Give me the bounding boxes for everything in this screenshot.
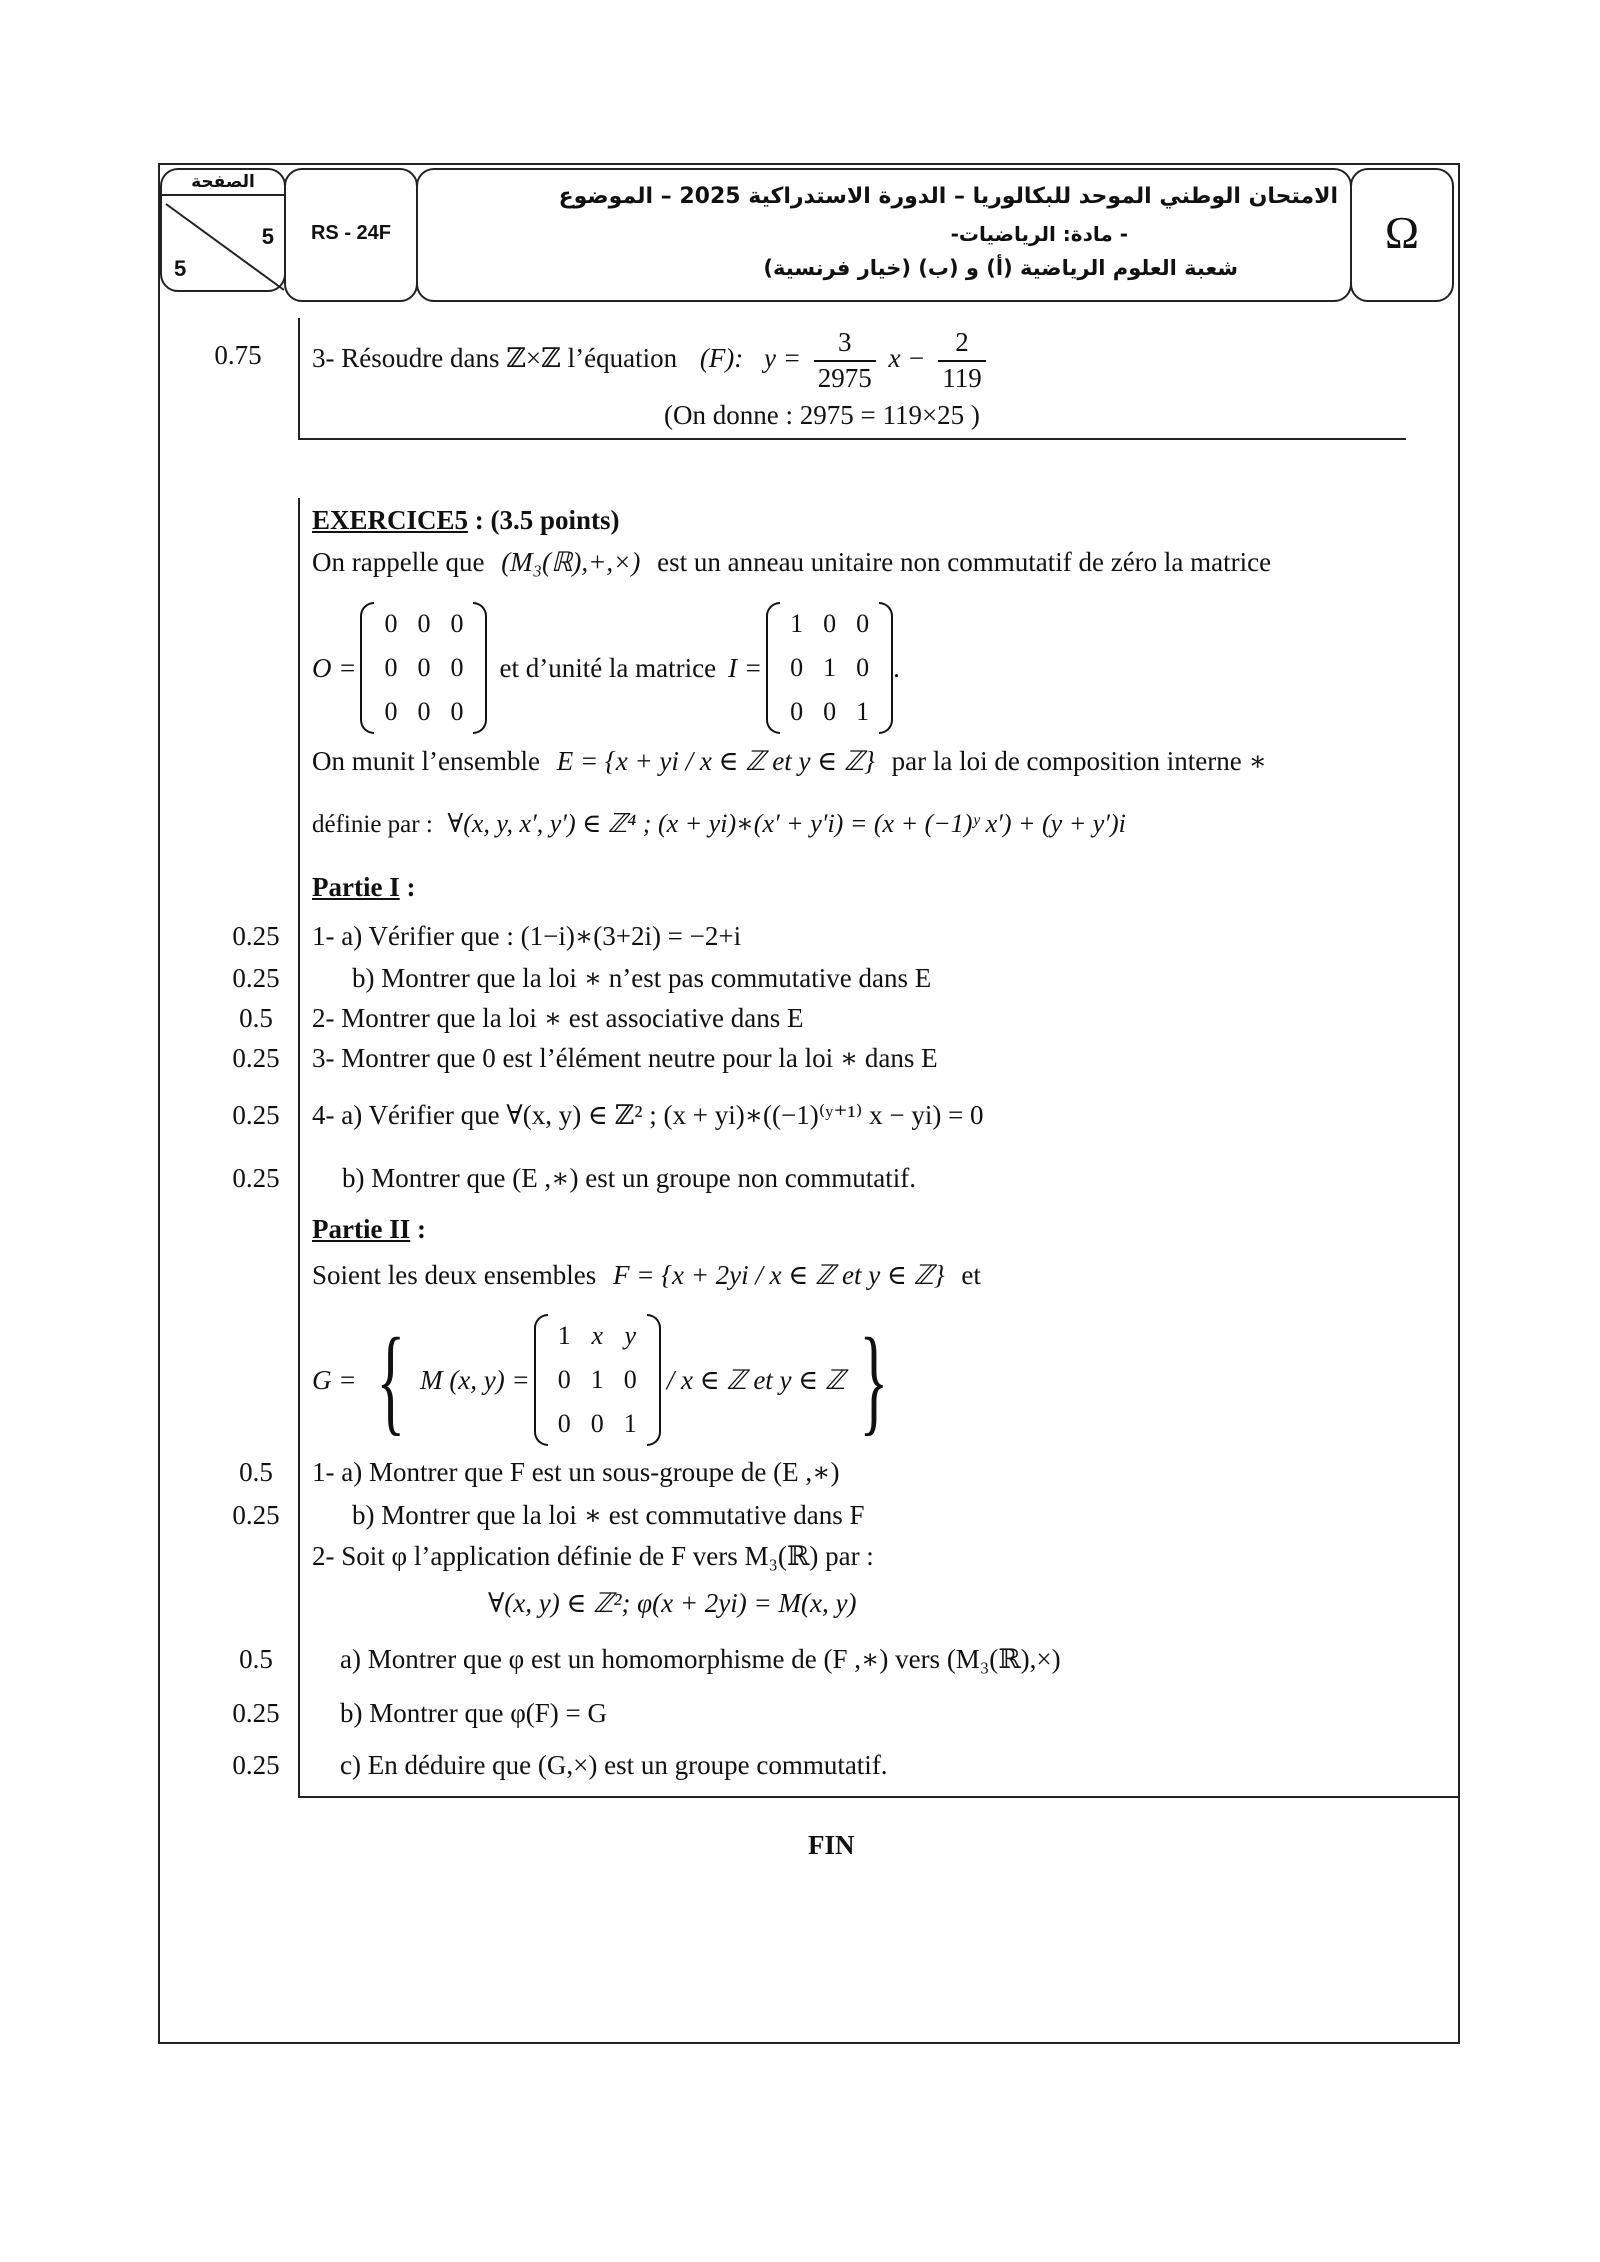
exercise-title: EXERCICE5 : (3.5 points) <box>312 505 620 535</box>
subject-line: - مادة: الرياضيات- <box>950 222 1128 246</box>
p2-phi-definition: ∀(x, y) ∈ ℤ²; φ(x + 2yi) = M(x, y) <box>488 1588 857 1618</box>
m-matrix: 1 x y 0 1 0 0 0 1 <box>534 1314 661 1446</box>
logo-box <box>1350 168 1454 302</box>
score-q3: 0.75 <box>214 340 262 370</box>
p2-item-2: 2- Soit φ l’application définie de F vers M₃(ℝ) par : <box>312 1541 874 1571</box>
score-p2-2c: 0.25 <box>232 1750 280 1780</box>
p1-item-1b: b) Montrer que la loi ∗ n’est pas commutative dans E <box>352 963 932 993</box>
p2-item-2b: b) Montrer que φ(F) = G <box>340 1698 608 1728</box>
sets-line: Soient les deux ensembles F = {x + 2yi / x ∈ ℤ et y ∈ ℤ} et <box>312 1260 981 1290</box>
code-box <box>284 168 418 302</box>
score-p2-1a: 0.5 <box>239 1457 273 1487</box>
law-definition: définie par : ∀(x, y, x′, y′) ∈ ℤ⁴ ; (x + yi)∗(x′ + y′i) = (x + (−1)ʸ x′) + (y + y′)i <box>312 809 1126 838</box>
recall-line: On rappelle que (M₃(ℝ),+,×) est un anneau unitaire non commutatif de zéro la matrice <box>312 547 1272 577</box>
set-line: On munit l’ensemble E = {x + yi / x ∈ ℤ et y ∈ ℤ} par la loi de composition interne ∗ <box>312 746 1267 776</box>
page-number: 5 <box>261 224 274 249</box>
g-definition: G = { M (x, y) = 1 x y 0 1 0 0 0 1 / x ∈ ℤ et y ∈ ℤ } <box>312 1313 889 1446</box>
score-column-divider-top <box>298 318 300 438</box>
q3-prefix: 3- Résoudre dans ℤ×ℤ l’équation <box>312 343 678 373</box>
q3-y: y = <box>764 343 802 373</box>
exam-title: الامتحان الوطني الموحد للبكالوريا – الدورة الاستدراكية 2025 – الموضوع <box>558 184 1338 209</box>
identity-matrix: 1 0 0 0 1 0 0 0 1 <box>766 602 893 734</box>
p1-item-4b: b) Montrer que (E ,∗) est un groupe non commutatif. <box>342 1163 916 1193</box>
score-column-divider <box>298 498 300 1798</box>
score-p1-3: 0.25 <box>232 1043 280 1073</box>
zero-matrix: 0 0 0 0 0 0 0 0 0 <box>360 602 487 734</box>
q3-fraction-1: $\frac{3}{2975}$ <box>814 326 876 396</box>
score-p1-2: 0.5 <box>239 1003 273 1033</box>
page-label: الصفحة <box>162 172 284 196</box>
matrices-line: O = 0 0 0 0 0 0 0 0 0 et d’unité la matrice I = 1 0 0 0 1 0 0 0 1 . <box>312 602 900 734</box>
q3-fraction-2: $\frac{2}{119}$ <box>938 326 986 396</box>
fin-label: FIN <box>808 1830 855 1860</box>
score-p2-2b: 0.25 <box>232 1698 280 1728</box>
q3-eq-label: (F): <box>699 343 744 373</box>
q3-bottom-rule <box>298 438 1406 440</box>
score-p1-4a: 0.25 <box>232 1100 280 1130</box>
part2-title: Partie II : <box>312 1214 426 1244</box>
score-p2-1b: 0.25 <box>232 1500 280 1530</box>
page-number-box <box>160 168 286 292</box>
p1-item-2: 2- Montrer que la loi ∗ est associative dans E <box>312 1003 804 1033</box>
omega-logo: Ω <box>1384 207 1420 258</box>
p2-item-2a: a) Montrer que φ est un homomorphisme de (F ,∗) vers (M₃(ℝ),×) <box>340 1644 1061 1674</box>
q3-line <box>312 318 992 398</box>
q3-given: (On donne : 2975 = 119×25 ) <box>664 400 980 430</box>
title-box <box>416 168 1352 302</box>
p1-item-4a: 4- a) Vérifier que ∀(x, y) ∈ ℤ² ; (x + yi)∗((−1)⁽ʸ⁺¹⁾ x − yi) = 0 <box>312 1100 984 1130</box>
page-total: 5 <box>174 256 187 281</box>
p1-item-3: 3- Montrer que 0 est l’élément neutre pour la loi ∗ dans E <box>312 1043 938 1073</box>
p2-item-1b: b) Montrer que la loi ∗ est commutative dans F <box>352 1500 865 1530</box>
exam-code: RS - 24F <box>310 222 392 244</box>
p2-item-2c: c) En déduire que (G,×) est un groupe commutatif. <box>340 1750 888 1780</box>
p1-item-1a: 1- a) Vérifier que : (1−i)∗(3+2i) = −2+i <box>312 921 742 951</box>
part1-title: Partie I : <box>312 872 416 902</box>
score-p1-4b: 0.25 <box>232 1163 280 1193</box>
p2-item-1a: 1- a) Montrer que F est un sous-groupe de (E ,∗) <box>312 1457 840 1487</box>
score-p1-1b: 0.25 <box>232 963 280 993</box>
stream-line: شعبة العلوم الرياضية (أ) و (ب) (خيار فرنسية) <box>763 256 1238 280</box>
q3-x-minus: x − <box>888 343 926 373</box>
score-p1-1a: 0.25 <box>232 921 280 951</box>
exercise-bottom-rule <box>298 1796 1460 1798</box>
score-p2-2a: 0.5 <box>239 1644 273 1674</box>
